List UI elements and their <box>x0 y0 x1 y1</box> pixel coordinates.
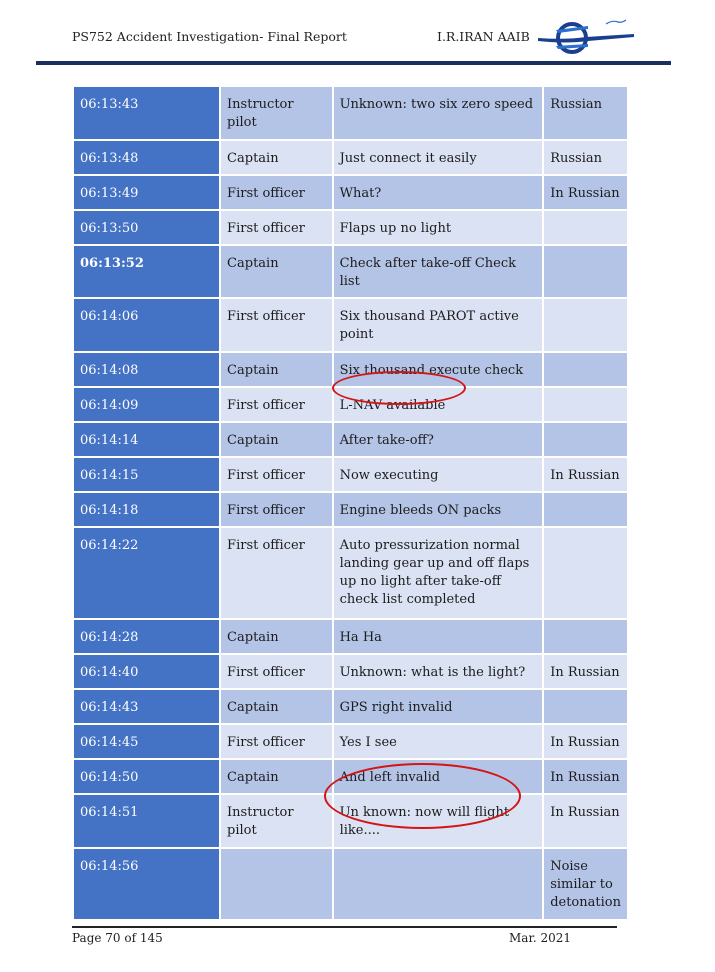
organization-name: I.R.IRAN AAIB <box>437 29 530 44</box>
language-cell <box>544 353 627 386</box>
table-row <box>74 620 627 653</box>
message-cell: What? <box>334 176 543 209</box>
time-cell: 06:14:45 <box>74 725 219 758</box>
message-cell: Now executing <box>334 458 543 491</box>
time-cell: 06:14:18 <box>74 493 219 526</box>
speaker-cell: Captain <box>221 423 332 456</box>
language-cell <box>544 388 627 421</box>
message-cell: Engine bleeds ON packs <box>334 493 543 526</box>
language-cell <box>544 299 627 351</box>
language-cell: Russian <box>544 87 627 139</box>
table-row <box>74 690 627 723</box>
time-cell: 06:13:52 <box>74 246 219 297</box>
message-cell: Flaps up no light <box>334 211 543 244</box>
speaker-cell: First officer <box>221 528 332 618</box>
time-cell: 06:14:28 <box>74 620 219 653</box>
time-cell: 06:14:09 <box>74 388 219 421</box>
message-cell: Unknown: two six zero speed <box>334 87 543 139</box>
time-cell: 06:13:50 <box>74 211 219 244</box>
message-cell: Un known: now will flight like.... <box>334 795 543 847</box>
table-row <box>74 849 627 919</box>
language-cell: Noise similar to detonation <box>544 849 627 919</box>
table-row <box>74 795 627 847</box>
message-cell: Six thousand PAROT active point <box>334 299 543 351</box>
speaker-cell: First officer <box>221 458 332 491</box>
message-cell: Check after take-off Check list <box>334 246 543 297</box>
message-cell: After take-off? <box>334 423 543 456</box>
table-row <box>74 760 627 793</box>
time-cell: 06:14:14 <box>74 423 219 456</box>
table-row <box>74 176 627 209</box>
speaker-cell: Instructor pilot <box>221 795 332 847</box>
time-cell: 06:14:15 <box>74 458 219 491</box>
speaker-cell: Captain <box>221 353 332 386</box>
language-cell: In Russian <box>544 795 627 847</box>
message-cell: Just connect it easily <box>334 141 543 174</box>
time-cell: 06:14:06 <box>74 299 219 351</box>
language-cell: In Russian <box>544 725 627 758</box>
table-row <box>74 458 627 491</box>
table-row <box>74 655 627 688</box>
speaker-cell: First officer <box>221 299 332 351</box>
time-cell: 06:14:51 <box>74 795 219 847</box>
report-title: PS752 Accident Investigation- Final Report <box>72 29 347 44</box>
message-cell: GPS right invalid <box>334 690 543 723</box>
speaker-cell: Captain <box>221 246 332 297</box>
language-cell: In Russian <box>544 760 627 793</box>
time-cell: 06:13:43 <box>74 87 219 139</box>
language-cell <box>544 690 627 723</box>
page-number: Page 70 of 145 <box>72 931 163 945</box>
speaker-cell <box>221 849 332 919</box>
speaker-cell: Captain <box>221 620 332 653</box>
language-cell: In Russian <box>544 655 627 688</box>
language-cell: In Russian <box>544 176 627 209</box>
language-cell <box>544 423 627 456</box>
time-cell: 06:14:56 <box>74 849 219 919</box>
message-cell: Ha Ha <box>334 620 543 653</box>
time-cell: 06:14:50 <box>74 760 219 793</box>
cockpit-transcript-table <box>72 85 629 921</box>
table-row <box>74 423 627 456</box>
message-cell: Yes I see <box>334 725 543 758</box>
language-cell: Russian <box>544 141 627 174</box>
speaker-cell: First officer <box>221 211 332 244</box>
message-cell: Auto pressurization normal landing gear up and off flaps up no light after take-off check list completed <box>334 528 543 618</box>
speaker-cell: Instructor pilot <box>221 87 332 139</box>
speaker-cell: First officer <box>221 655 332 688</box>
speaker-cell: Captain <box>221 690 332 723</box>
time-cell: 06:13:48 <box>74 141 219 174</box>
speaker-cell: First officer <box>221 493 332 526</box>
language-cell <box>544 211 627 244</box>
time-cell: 06:14:08 <box>74 353 219 386</box>
report-date: Mar. 2021 <box>509 931 572 945</box>
table-row <box>74 493 627 526</box>
table-row <box>74 211 627 244</box>
table-row <box>74 353 627 386</box>
table-row <box>74 528 627 618</box>
table-row <box>74 87 627 139</box>
language-cell <box>544 246 627 297</box>
time-cell: 06:14:43 <box>74 690 219 723</box>
footer-divider <box>72 926 617 928</box>
table-row <box>74 388 627 421</box>
table-row <box>74 141 627 174</box>
language-cell <box>544 528 627 618</box>
language-cell <box>544 493 627 526</box>
message-cell: Unknown: what is the light? <box>334 655 543 688</box>
header-divider <box>36 61 671 65</box>
speaker-cell: Captain <box>221 760 332 793</box>
language-cell <box>544 620 627 653</box>
speaker-cell: First officer <box>221 388 332 421</box>
speaker-cell: First officer <box>221 725 332 758</box>
time-cell: 06:14:40 <box>74 655 219 688</box>
table-row <box>74 246 627 297</box>
time-cell: 06:13:49 <box>74 176 219 209</box>
language-cell: In Russian <box>544 458 627 491</box>
message-cell <box>334 849 543 919</box>
speaker-cell: First officer <box>221 176 332 209</box>
table-row <box>74 725 627 758</box>
aaib-logo-icon <box>536 16 636 60</box>
message-cell: Six thousand execute check <box>334 353 543 386</box>
table-row <box>74 299 627 351</box>
message-cell: L-NAV available <box>334 388 543 421</box>
speaker-cell: Captain <box>221 141 332 174</box>
message-cell: And left invalid <box>334 760 543 793</box>
time-cell: 06:14:22 <box>74 528 219 618</box>
